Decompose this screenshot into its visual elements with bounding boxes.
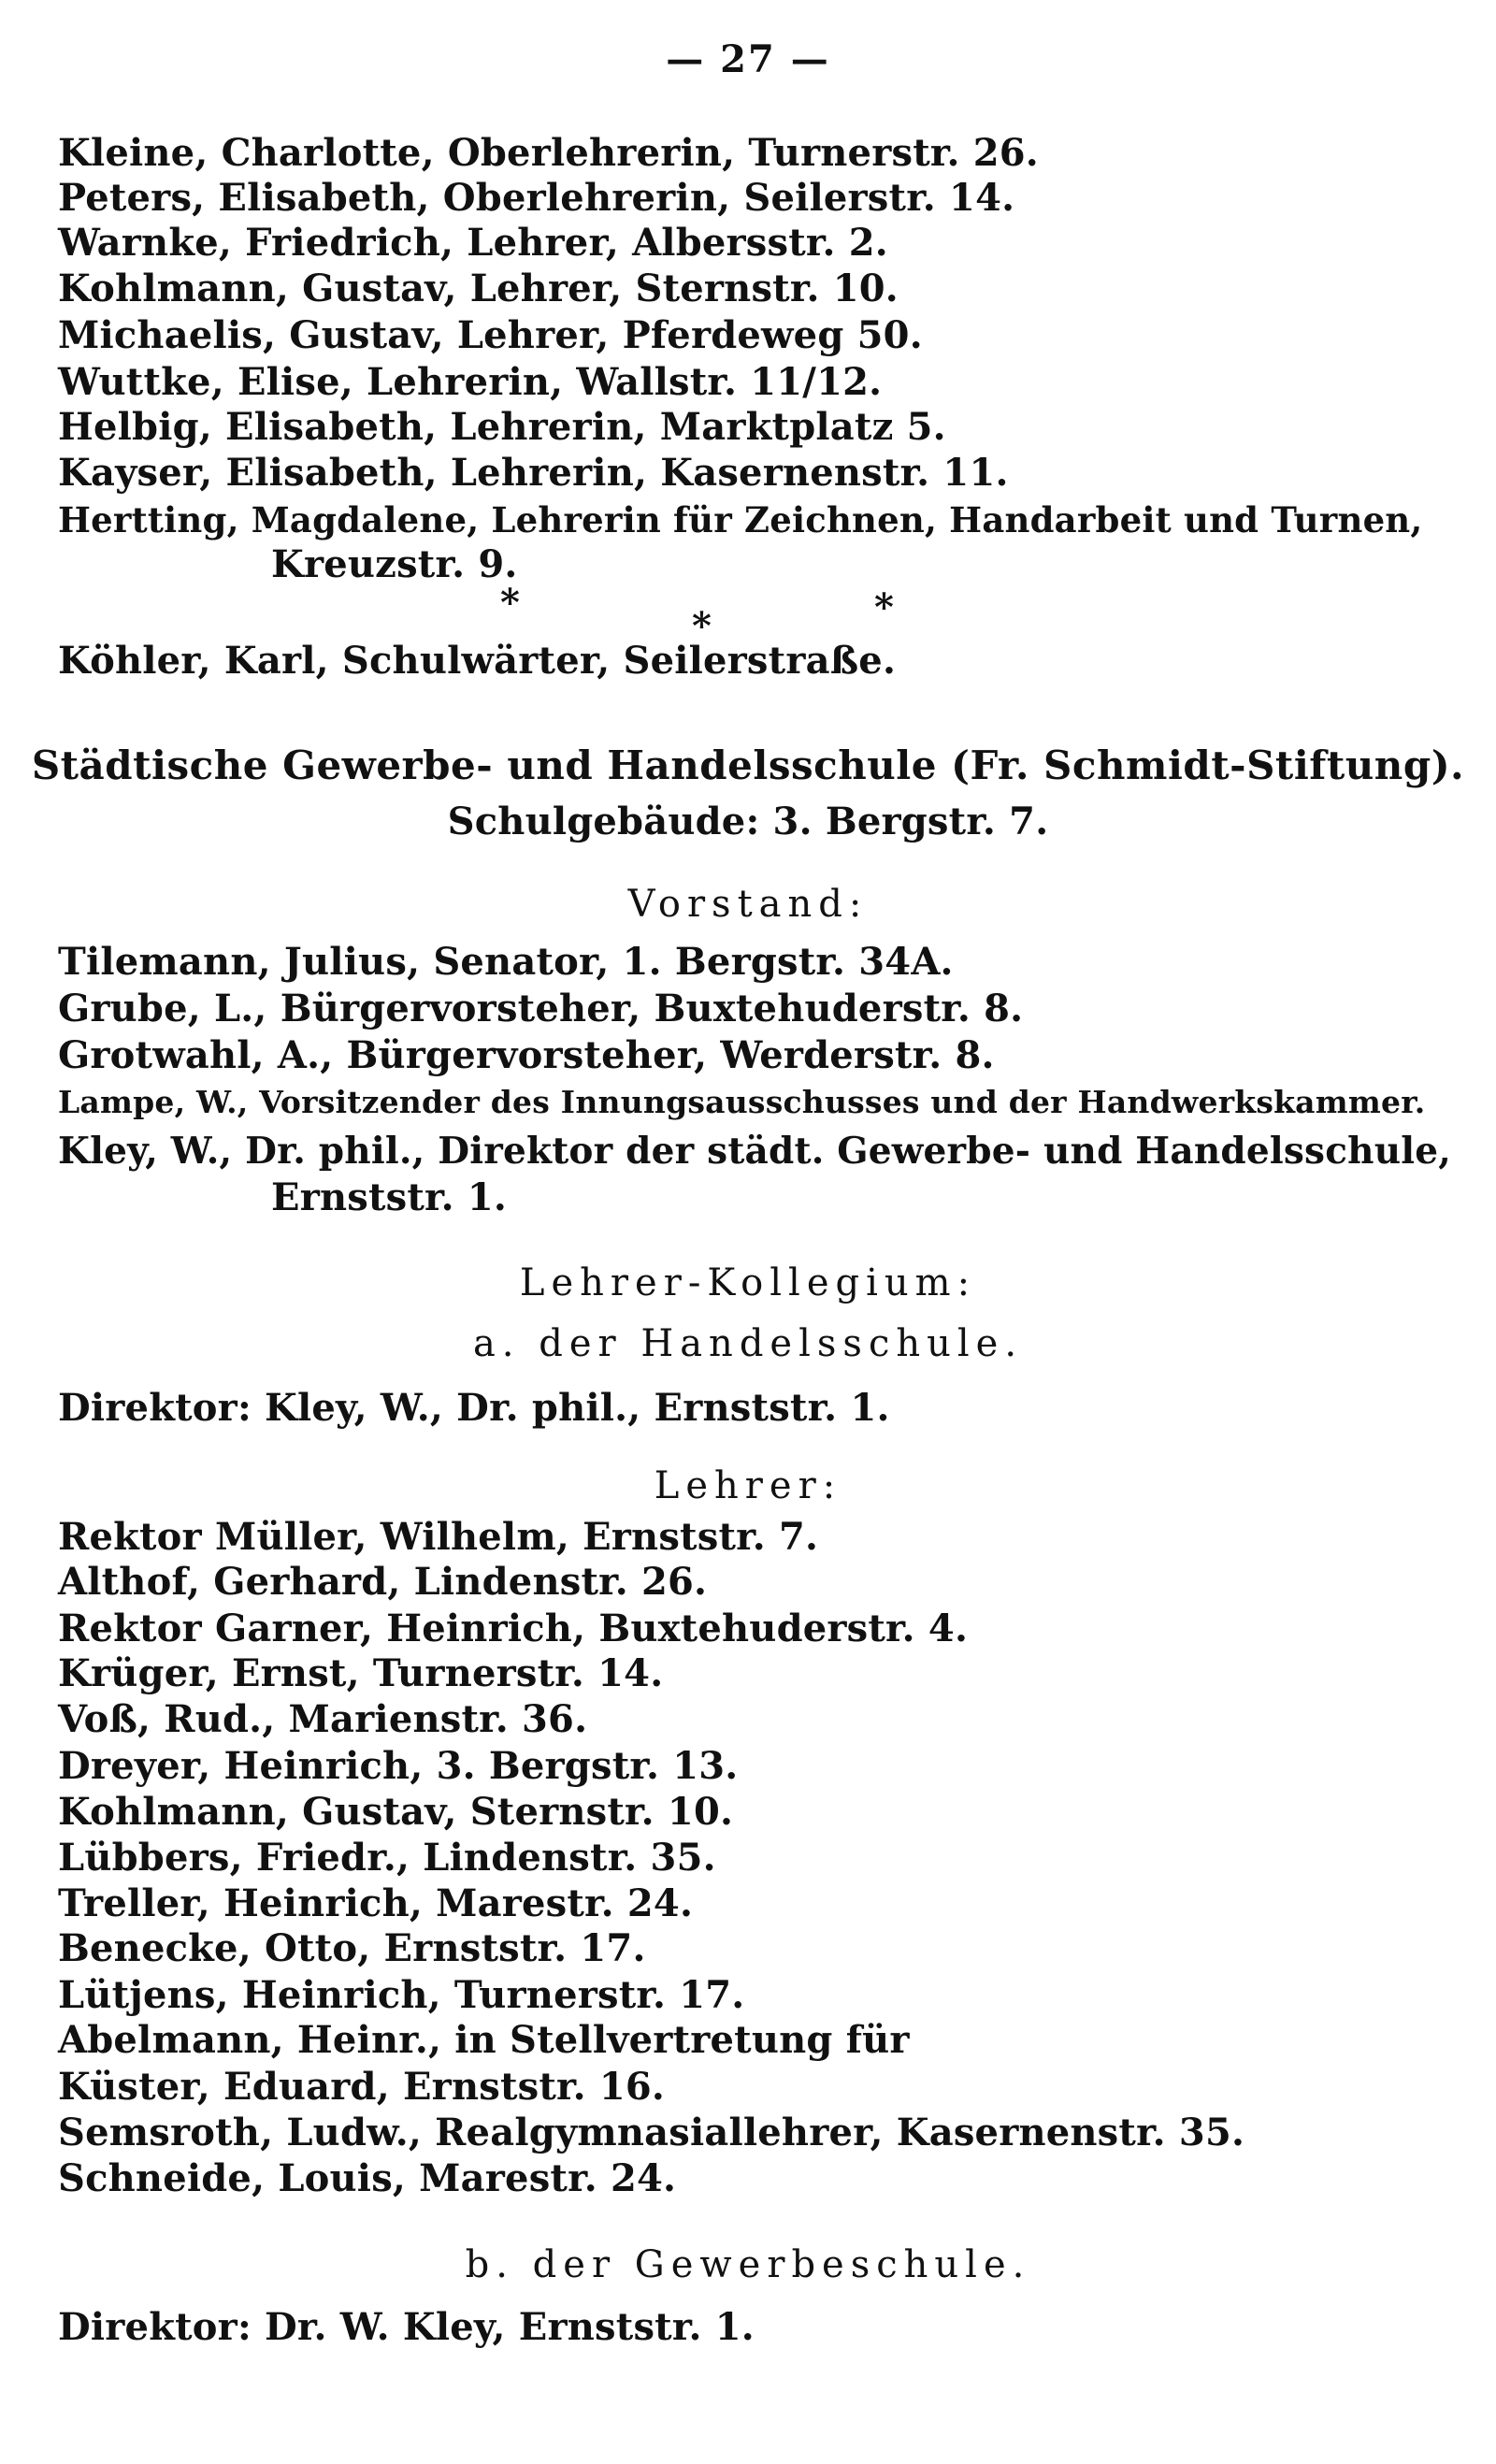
staff-entry: Kohlmann, Gustav, Lehrer, Sternstr. 10. [58, 267, 899, 310]
board-member: Tilemann, Julius, Senator, 1. Bergstr. 34A. [58, 940, 954, 984]
director-a: Direktor: Kley, W., Dr. phil., Ernststr. 1. [58, 1386, 890, 1430]
separator-asterisk: * [692, 604, 712, 648]
staff-entry-continuation: Kreuzstr. 9. [271, 542, 518, 586]
board-member: Lampe, W., Vorsitzender des Innungsausschusses und der Handwerkskammer. [58, 1084, 1426, 1120]
teacher-entry: Kohlmann, Gustav, Sternstr. 10. [58, 1790, 734, 1834]
teacher-entry: Dreyer, Heinrich, 3. Bergstr. 13. [58, 1744, 739, 1788]
section-b-heading: b. der Gewerbeschule. [465, 2243, 1031, 2286]
school-title: Städtische Gewerbe- und Handelsschule (Fr. Schmidt-Stiftung). [31, 742, 1465, 788]
teacher-entry: Schneide, Louis, Marestr. 24. [58, 2156, 677, 2200]
staff-entry: Kleine, Charlotte, Oberlehrerin, Turnerstr. 26. [58, 131, 1039, 175]
board-heading: Vorstand: [627, 883, 869, 926]
staff-entry: Wuttke, Elise, Lehrerin, Wallstr. 11/12. [58, 360, 883, 404]
teachers-heading: Lehrer: [654, 1464, 842, 1507]
board-member-continuation: Ernststr. 1. [271, 1175, 508, 1219]
teacher-entry: Krüger, Ernst, Turnerstr. 14. [58, 1651, 664, 1695]
teacher-entry: Rektor Garner, Heinrich, Buxtehuderstr. 4. [58, 1607, 969, 1650]
director-b: Direktor: Dr. W. Kley, Ernststr. 1. [58, 2305, 755, 2349]
separator-asterisk: * [500, 581, 520, 625]
teacher-entry: Lütjens, Heinrich, Turnerstr. 17. [58, 1973, 745, 2017]
board-member: Kley, W., Dr. phil., Direktor der städt. Gewerbe- und Handelsschule, [58, 1130, 1452, 1173]
school-building: Schulgebäude: 3. Bergstr. 7. [447, 800, 1049, 843]
teacher-entry: Küster, Eduard, Ernststr. 16. [58, 2065, 666, 2109]
caretaker-entry: Köhler, Karl, Schulwärter, Seilerstraße. [58, 639, 897, 683]
teacher-entry: Semsroth, Ludw., Realgymnasiallehrer, Kasernenstr. 35. [58, 2111, 1245, 2154]
staff-entry: Warnke, Friedrich, Lehrer, Albersstr. 2. [58, 221, 888, 265]
teacher-entry: Treller, Heinrich, Marestr. 24. [58, 1881, 694, 1925]
section-a-heading: a. der Handelsschule. [472, 1322, 1024, 1365]
teacher-entry: Rektor Müller, Wilhelm, Ernststr. 7. [58, 1515, 819, 1559]
teacher-entry: Althof, Gerhard, Lindenstr. 26. [58, 1560, 708, 1604]
staff-entry: Peters, Elisabeth, Oberlehrerin, Seilerstr. 14. [58, 176, 1015, 220]
board-member: Grotwahl, A., Bürgervorsteher, Werderstr. 8. [58, 1033, 995, 1077]
board-member: Grube, L., Bürgervorsteher, Buxtehuderstr. 8. [58, 987, 1024, 1030]
separator-asterisk: * [874, 585, 894, 629]
staff-entry: Kayser, Elisabeth, Lehrerin, Kasernenstr. 11. [58, 451, 1009, 495]
teacher-entry: Lübbers, Friedr., Lindenstr. 35. [58, 1836, 716, 1880]
staff-entry: Helbig, Elisabeth, Lehrerin, Marktplatz 5. [58, 405, 946, 449]
page-number: — 27 — [666, 37, 830, 81]
staff-entry: Michaelis, Gustav, Lehrer, Pferdeweg 50. [58, 313, 923, 357]
staff-entry: Hertting, Magdalene, Lehrerin für Zeichnen, Handarbeit und Turnen, [58, 499, 1423, 540]
teacher-entry: Voß, Rud., Marienstr. 36. [58, 1697, 588, 1741]
faculty-heading: Lehrer-Kollegium: [519, 1261, 977, 1304]
teacher-entry: Benecke, Otto, Ernststr. 17. [58, 1926, 646, 1970]
teacher-entry: Abelmann, Heinr., in Stellvertretung für [58, 2018, 910, 2062]
